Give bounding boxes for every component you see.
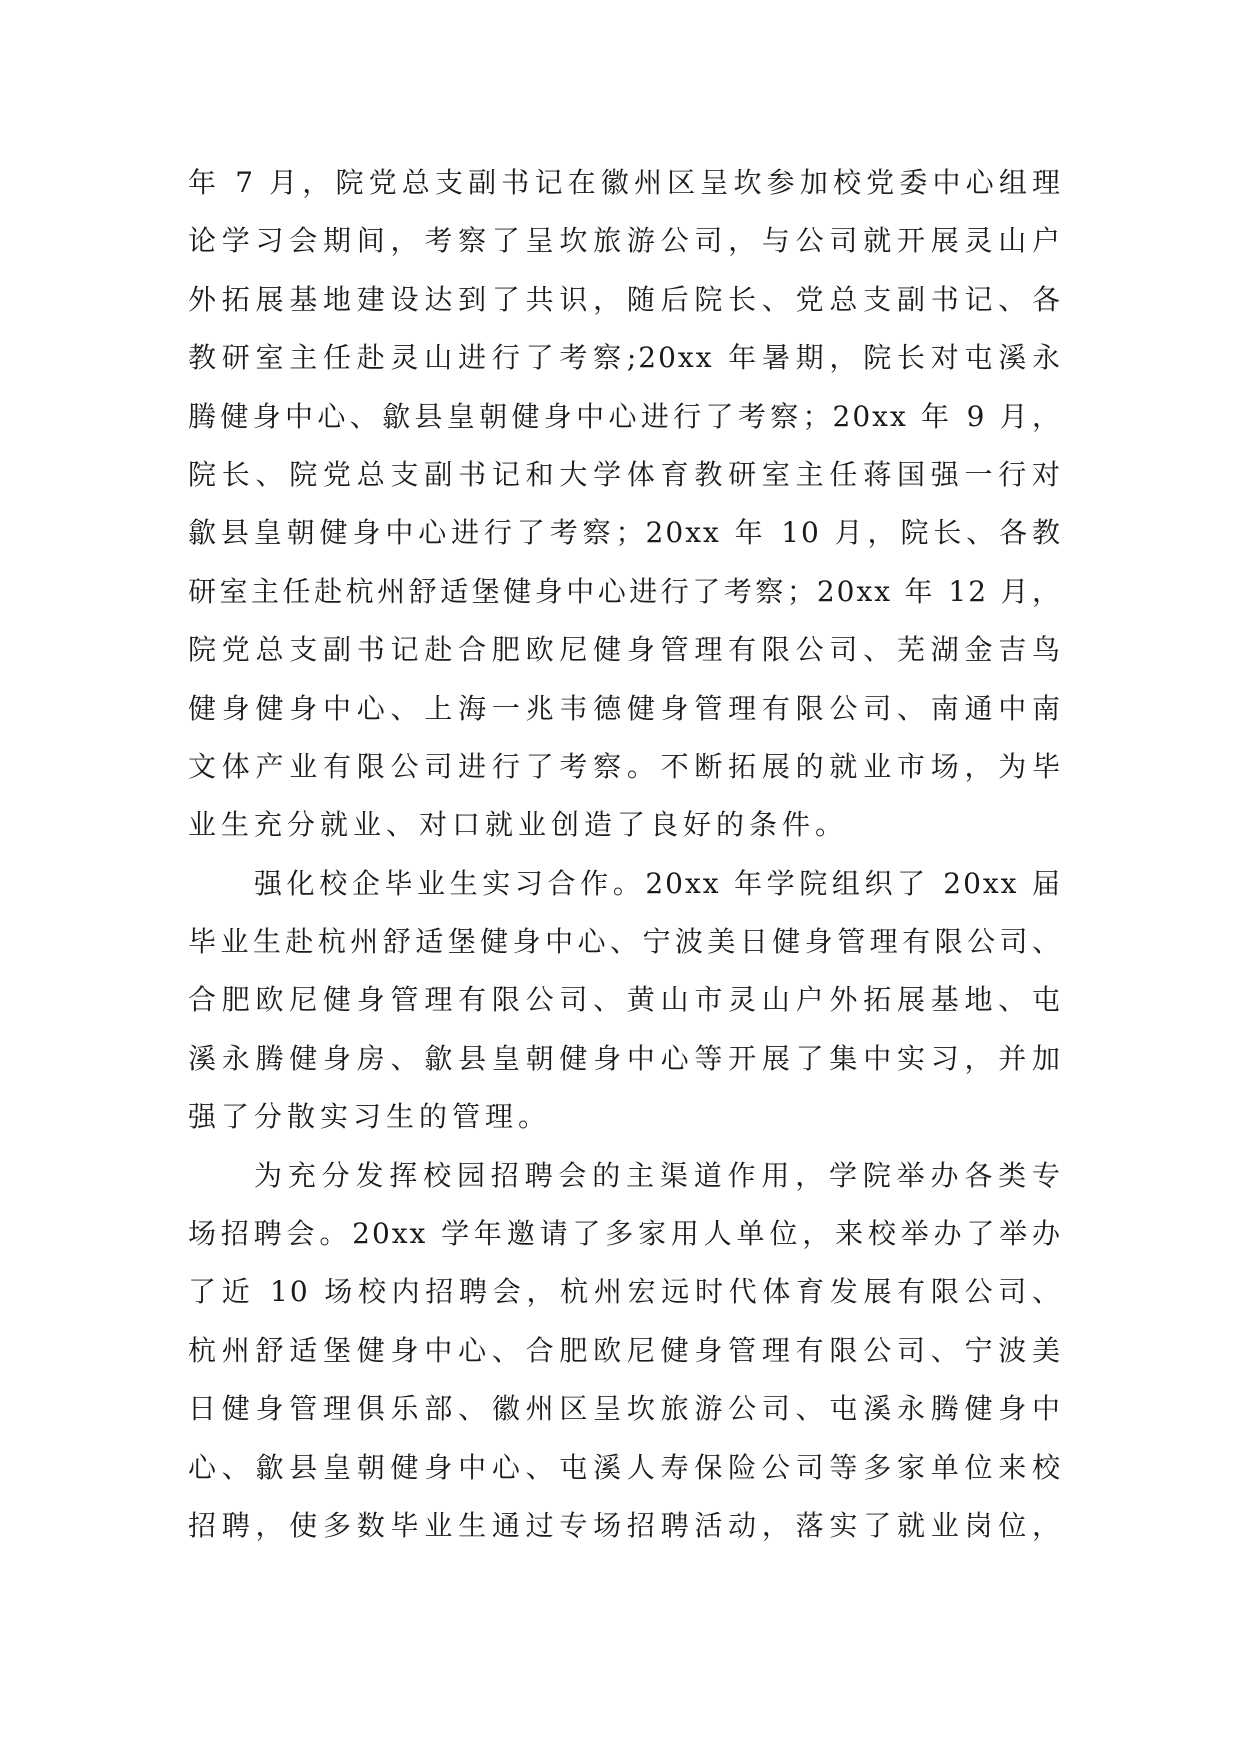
text-line: 腾健身中心、歙县皇朝健身中心进行了考察；20xx 年 9 月， bbox=[188, 399, 1062, 433]
text-line: 为充分发挥校园招聘会的主渠道作用，学院举办各类专 bbox=[254, 1158, 1062, 1192]
text-line: 健身健身中心、上海一兆韦德健身管理有限公司、南通中南 bbox=[188, 691, 1062, 725]
text-line: 心、歙县皇朝健身中心、屯溪人寿保险公司等多家单位来校 bbox=[188, 1450, 1062, 1484]
text-line: 院党总支副书记赴合肥欧尼健身管理有限公司、芜湖金吉鸟 bbox=[188, 633, 1062, 667]
text-line: 强了分散实习生的管理。 bbox=[188, 1100, 552, 1134]
text-line: 毕业生赴杭州舒适堡健身中心、宁波美日健身管理有限公司、 bbox=[188, 925, 1062, 959]
text-line: 溪永腾健身房、歙县皇朝健身中心等开展了集中实习，并加 bbox=[188, 1041, 1062, 1075]
text-line: 合肥欧尼健身管理有限公司、黄山市灵山户外拓展基地、屯 bbox=[188, 983, 1062, 1017]
text-line: 日健身管理俱乐部、徽州区呈坎旅游公司、屯溪永腾健身中 bbox=[188, 1392, 1062, 1426]
body-text bbox=[188, 154, 1062, 1555]
text-line: 招聘，使多数毕业生通过专场招聘活动，落实了就业岗位， bbox=[188, 1508, 1062, 1542]
text-line: 歙县皇朝健身中心进行了考察；20xx 年 10 月，院长、各教 bbox=[188, 516, 1062, 550]
text-line: 院长、院党总支副书记和大学体育教研室主任蒋国强一行对 bbox=[188, 457, 1062, 491]
paragraph-recruitment-fairs bbox=[188, 1147, 1062, 1556]
text-line: 研室主任赴杭州舒适堡健身中心进行了考察；20xx 年 12 月， bbox=[188, 574, 1062, 608]
text-line: 场招聘会。20xx 学年邀请了多家用人单位，来校举办了举办 bbox=[188, 1217, 1062, 1251]
text-line: 文体产业有限公司进行了考察。不断拓展的就业市场，为毕 bbox=[188, 749, 1062, 783]
text-line: 外拓展基地建设达到了共识，随后院长、党总支副书记、各 bbox=[188, 282, 1062, 316]
text-line: 强化校企毕业生实习合作。20xx 年学院组织了 20xx 届 bbox=[254, 866, 1062, 900]
text-line: 论学习会期间，考察了呈坎旅游公司，与公司就开展灵山户 bbox=[188, 224, 1062, 258]
text-line: 年 7 月，院党总支副书记在徽州区呈坎参加校党委中心组理 bbox=[188, 166, 1062, 199]
text-line: 教研室主任赴灵山进行了考察;20xx 年暑期，院长对屯溪永 bbox=[188, 341, 1062, 375]
paragraph-market-expansion bbox=[188, 154, 1062, 855]
paragraph-internship-cooperation bbox=[188, 855, 1062, 1147]
text-line: 了近 10 场校内招聘会，杭州宏远时代体育发展有限公司、 bbox=[188, 1275, 1062, 1309]
text-line: 业生充分就业、对口就业创造了良好的条件。 bbox=[188, 808, 849, 842]
text-line: 杭州舒适堡健身中心、合肥欧尼健身管理有限公司、宁波美 bbox=[188, 1333, 1062, 1367]
